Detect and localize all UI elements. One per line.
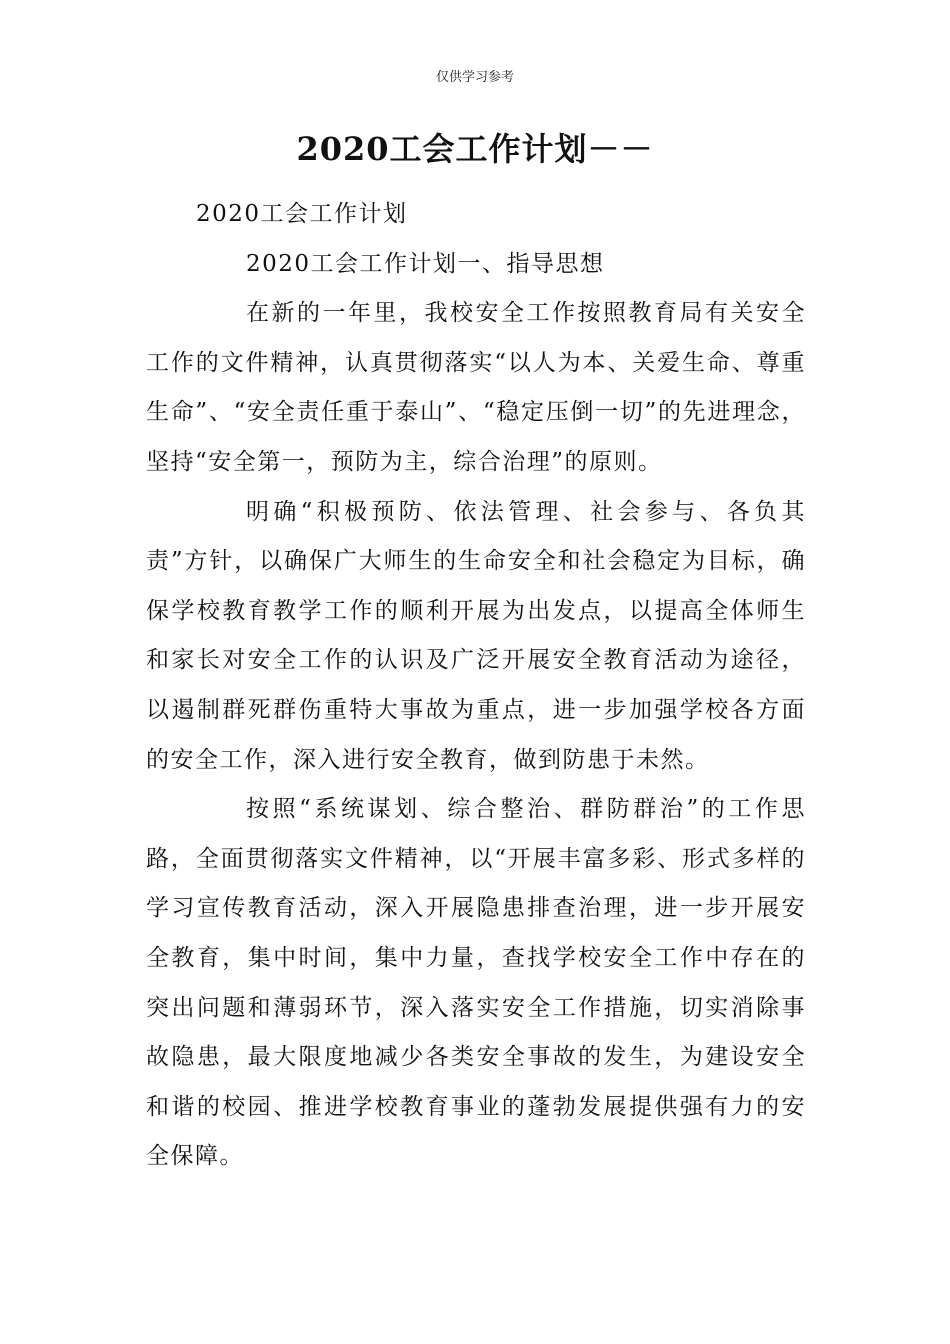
- document-title: 2020工会工作计划－－: [296, 130, 654, 168]
- paragraph-subtitle: 2020工会工作计划: [196, 201, 408, 227]
- paragraph-body: 按照“系统谋划、综合整治、群防群治”的工作思路，全面贯彻落实文件精神，以“开展丰富多彩、形式多样的学习宣传教育活动，深入开展隐患排查治理，进一步开展安全教育，集中时间，集中力量，查找学校安全工作中存在的突出问题和薄弱环节，深入落实安全工作措施，切实消除事故隐患，最大限度地减少各类安全事故的发生，为建设安全和谐的校园、推进学校教育事业的蓬勃发展提供强有力的安全保障。: [146, 796, 806, 1170]
- paragraph-section-heading: 2020工会工作计划一、指导思想: [246, 250, 605, 277]
- document-body: [146, 190, 806, 1182]
- paragraph-body: 明确“积极预防、依法管理、社会参与、各负其责”方针，以确保广大师生的生命安全和社会稳定为目标，确保学校教育教学工作的顺利开展为出发点，以提高全体师生和家长对安全工作的认识及广泛开展安全教育活动为途径，以遏制群死群伤重特大事故为重点，进一步加强学校各方面的安全工作，深入进行安全教育，做到防患于未然。: [146, 498, 806, 773]
- page-header-note: 仅供学习参考: [435, 70, 514, 85]
- paragraph-body: 在新的一年里，我校安全工作按照教育局有关安全工作的文件精神，认真贯彻落实“以人为本、关爱生命、尊重生命”、“安全责任重于泰山”、“稳定压倒一切”的先进理念，坚持“安全第一，预防为主，综合治理”的原则。: [146, 300, 806, 475]
